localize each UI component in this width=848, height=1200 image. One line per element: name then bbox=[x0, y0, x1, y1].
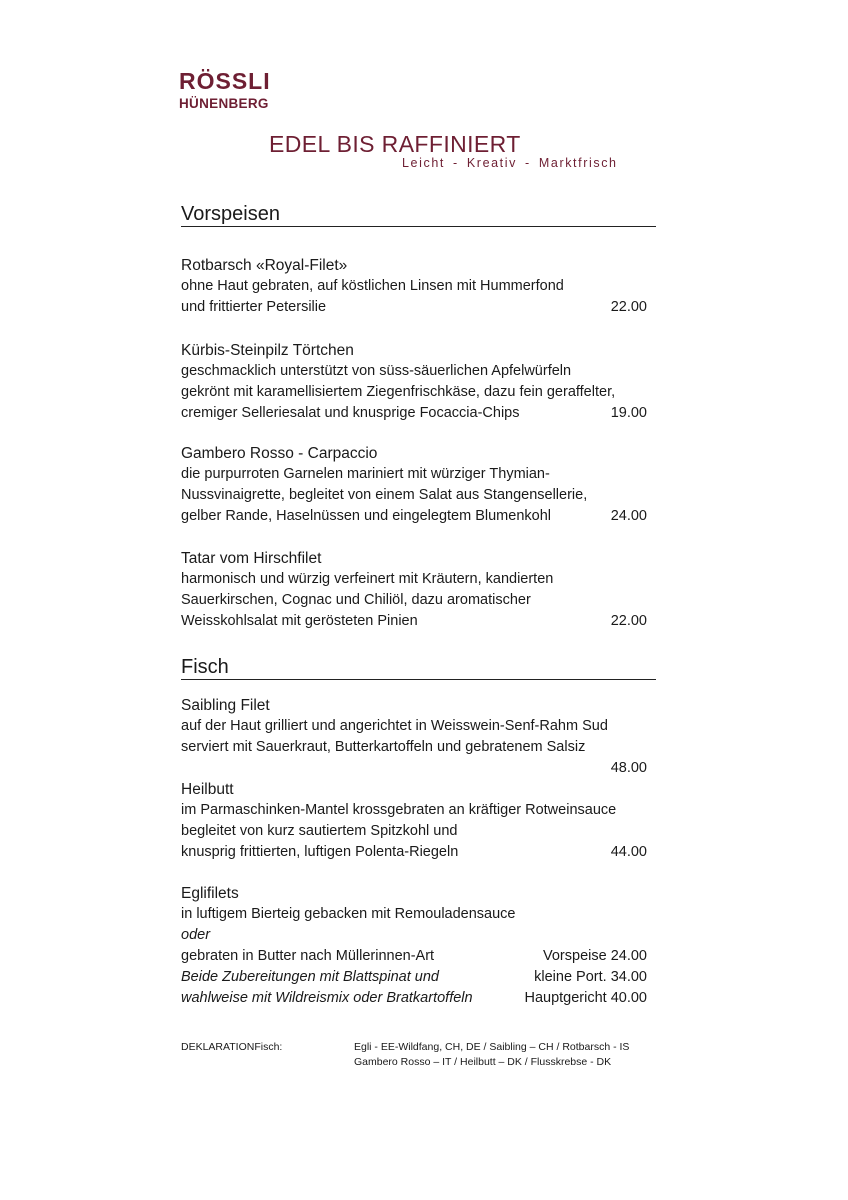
restaurant-logo bbox=[179, 70, 271, 111]
dish-price: 48.00 bbox=[610, 760, 647, 776]
dish-description-text: Weisskohlsalat mit gerösteten Pinien bbox=[181, 613, 418, 629]
dish-description-line: begleitet von kurz sautiertem Spitzkohl und bbox=[181, 823, 458, 839]
declaration-line: Gambero Rosso – IT / Heilbutt – DK / Flusskrebse - DK bbox=[354, 1056, 612, 1068]
dish-tatar bbox=[181, 548, 647, 632]
dish-description-line: geschmacklich unterstützt von süss-säuerlichen Apfelwürfeln bbox=[181, 363, 572, 379]
dish-rotbarsch bbox=[181, 255, 647, 318]
dish-description-line: die purpurroten Garnelen mariniert mit würziger Thymian- bbox=[181, 466, 550, 482]
dish-egli bbox=[181, 883, 647, 1009]
dish-description-text: gebraten in Butter nach Müllerinnen-Art bbox=[181, 948, 435, 964]
dish-name: Tatar vom Hirschfilet bbox=[181, 550, 322, 567]
dish-name: Gambero Rosso - Carpaccio bbox=[181, 445, 378, 462]
portion-price-main: Hauptgericht 40.00 bbox=[524, 990, 647, 1006]
declaration-line: Egli - EE-Wildfang, CH, DE / Saibling – CH / Rotbarsch - IS bbox=[354, 1041, 630, 1053]
dish-description-line: auf der Haut grilliert und angerichtet in Weisswein-Senf-Rahm Sud bbox=[181, 718, 608, 734]
dish-description-text: gelber Rande, Haselnüssen und eingelegtem Blumenkohl bbox=[181, 508, 551, 524]
dish-description-line bbox=[181, 967, 647, 988]
section-heading-starters: Vorspeisen bbox=[181, 203, 656, 227]
dish-description-line: ohne Haut gebraten, auf köstlichen Linsen mit Hummerfond bbox=[181, 278, 564, 294]
dish-gambero bbox=[181, 443, 647, 527]
section-heading-fish: Fisch bbox=[181, 656, 656, 680]
dish-or-separator: oder bbox=[181, 927, 211, 943]
dish-description-line: serviert mit Sauerkraut, Butterkartoffeln und gebratenem Salsiz bbox=[181, 739, 586, 755]
declaration-label: DEKLARATIONFisch: bbox=[181, 1041, 283, 1053]
dish-description-text: cremiger Selleriesalat und knusprige Focaccia-Chips bbox=[181, 405, 520, 421]
dish-saibling bbox=[181, 695, 647, 779]
dish-description-line bbox=[181, 988, 647, 1009]
portion-price-small: kleine Port. 34.00 bbox=[534, 969, 647, 985]
dish-description-text: wahlweise mit Wildreismix oder Bratkartoffeln bbox=[181, 990, 473, 1006]
menu-title: EDEL BIS RAFFINIERT bbox=[269, 131, 521, 157]
dish-description-text: und frittierter Petersilie bbox=[181, 299, 327, 315]
dish-description-line: in luftigem Bierteig gebacken mit Remouladensauce bbox=[181, 906, 516, 922]
dish-description-text: knusprig frittierten, luftigen Polenta-Riegeln bbox=[181, 844, 459, 860]
dish-name: Kürbis-Steinpilz Törtchen bbox=[181, 342, 354, 359]
dish-description-line bbox=[181, 297, 647, 318]
dish-price: 22.00 bbox=[610, 613, 647, 629]
dish-description-text: Beide Zubereitungen mit Blattspinat und bbox=[181, 969, 439, 985]
dish-description-line bbox=[181, 403, 647, 424]
dish-name: Saibling Filet bbox=[181, 697, 270, 714]
dish-price-line bbox=[181, 758, 647, 779]
dish-price: 19.00 bbox=[610, 405, 647, 421]
dish-description-line: gekrönt mit karamellisiertem Ziegenfrischkäse, dazu fein geraffelter, bbox=[181, 384, 616, 400]
dish-price: 22.00 bbox=[610, 299, 647, 315]
dish-description-line: im Parmaschinken-Mantel krossgebraten an kräftiger Rotweinsauce bbox=[181, 802, 617, 818]
dish-name: Eglifilets bbox=[181, 885, 239, 902]
logo-line-1: RÖSSLI bbox=[179, 68, 271, 94]
dish-description-line: Nussvinaigrette, begleitet von einem Salat aus Stangensellerie, bbox=[181, 487, 588, 503]
dish-name: Rotbarsch «Royal-Filet» bbox=[181, 257, 348, 274]
dish-price: 24.00 bbox=[610, 508, 647, 524]
dish-kuerbis bbox=[181, 340, 647, 424]
dish-description-line bbox=[181, 946, 647, 967]
declaration-text bbox=[354, 1040, 629, 1070]
dish-price: 44.00 bbox=[610, 844, 647, 860]
dish-heilbutt bbox=[181, 779, 647, 863]
logo-line-2: HÜNENBERG bbox=[179, 96, 269, 111]
dish-description-line bbox=[181, 506, 647, 527]
dish-name: Heilbutt bbox=[181, 781, 234, 798]
dish-description-line: Sauerkirschen, Cognac und Chiliöl, dazu aromatischer bbox=[181, 592, 531, 608]
portion-price-starter: Vorspeise 24.00 bbox=[543, 948, 647, 964]
dish-description-line bbox=[181, 842, 647, 863]
dish-description-line: harmonisch und würzig verfeinert mit Kräutern, kandierten bbox=[181, 571, 554, 587]
menu-subtitle: Leicht - Kreativ - Marktfrisch bbox=[402, 156, 618, 170]
dish-description-line bbox=[181, 611, 647, 632]
